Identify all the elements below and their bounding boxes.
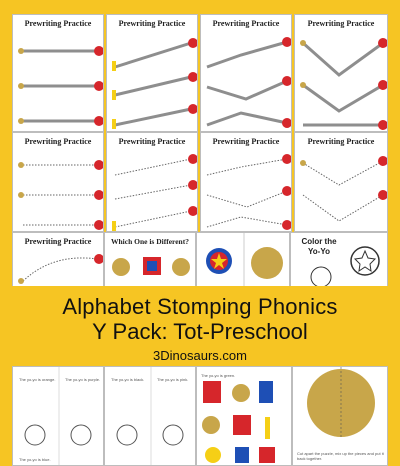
prewriting-sheet-dotted-straight (12, 132, 104, 232)
sheet-title: Prewriting Practice (212, 19, 280, 28)
prewriting-sheet-dotted-diagonal (106, 132, 198, 232)
banner-title: Alphabet Stomping Phonics (62, 294, 338, 319)
sheet-title: Prewriting Practice (24, 19, 92, 28)
sheet-title: Prewriting Practice (118, 19, 186, 28)
dotted-straight-graphic (13, 133, 104, 232)
prewriting-sheet-v (294, 14, 388, 132)
different-items-graphic (105, 233, 196, 290)
straight-lines-graphic (13, 15, 104, 132)
yoyo-outlines-graphic (105, 367, 196, 466)
picture-cards-sheet (196, 232, 290, 290)
dotted-zigzag-graphic (201, 133, 292, 232)
picture-cards-graphic (197, 233, 290, 290)
prewriting-sheet-curve (12, 232, 104, 290)
prewriting-sheet-zigzag (200, 14, 292, 132)
color-yoyo-cards-sheet-a (12, 366, 104, 466)
yoyo-outlines-graphic (13, 367, 104, 466)
caption-orange: The yo-yo is orange. (19, 377, 56, 382)
caption-green: The yo-yo is green. (201, 373, 236, 378)
caption-puzzle: Cut apart the puzzle, mix up the pieces and put it back together. (297, 451, 384, 461)
sheet-title: Prewriting Practice (24, 237, 92, 246)
caption-blue: The yo-yo is blue. (19, 457, 51, 462)
sheet-title: Prewriting Practice (307, 19, 375, 28)
curve-graphic (13, 233, 104, 290)
sheet-title: Prewriting Practice (24, 137, 92, 146)
prewriting-sheet-diagonal (106, 14, 198, 132)
color-yoyo-cards-sheet-b (104, 366, 196, 466)
prewriting-sheet-dotted-v (294, 132, 388, 232)
picture-sort-sheet (196, 366, 292, 466)
zigzag-lines-graphic (201, 15, 292, 132)
banner-website: 3Dinosaurs.com (153, 348, 247, 363)
yarn-puzzle-sheet (292, 366, 388, 466)
caption-pink: The yo-yo is pink. (157, 377, 189, 382)
prewriting-sheet-straight (12, 14, 104, 132)
dotted-v-graphic (295, 133, 388, 232)
color-title-line1: Color the (301, 237, 337, 246)
title-banner (0, 286, 400, 366)
which-one-different-sheet (104, 232, 196, 290)
caption-purple: The yo-yo is purple. (65, 377, 101, 382)
color-title-line2: Yo-Yo (308, 247, 330, 256)
sheet-title: Which One is Different? (111, 237, 189, 246)
sheet-title: Prewriting Practice (307, 137, 375, 146)
color-the-yoyo-sheet (290, 232, 388, 290)
diagonal-lines-graphic (107, 15, 198, 132)
yoyo-outline-graphic (291, 233, 388, 290)
v-lines-graphic (295, 15, 388, 132)
prewriting-sheet-dotted-zigzag (200, 132, 292, 232)
sheet-title: Prewriting Practice (212, 137, 280, 146)
sort-pictures-graphic (197, 367, 292, 466)
sheet-title: Prewriting Practice (118, 137, 186, 146)
caption-black: The yo-yo is black. (111, 377, 145, 382)
dotted-diagonal-graphic (107, 133, 198, 232)
banner-subtitle: Y Pack: Tot-Preschool (92, 319, 308, 344)
